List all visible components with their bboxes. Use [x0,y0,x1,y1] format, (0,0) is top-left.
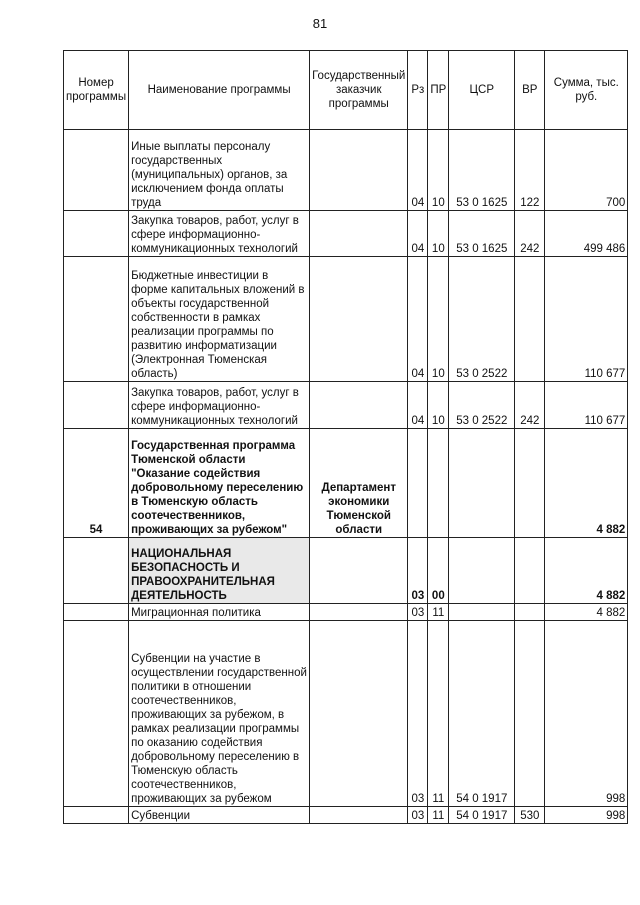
table-row [64,382,628,429]
sum-value: 700 [545,130,628,211]
vr-code: 242 [515,382,545,429]
program-customer [310,211,408,257]
csr-code: 53 0 1625 [449,130,515,211]
vr-code: 530 [515,807,545,824]
table-row [64,604,628,621]
program-name: Закупка товаров, работ, услуг в сфере информационно-коммуникационных технологий [129,382,310,429]
sum-value: 4 882 [545,538,628,604]
pr-code: 10 [428,130,449,211]
rz-code: 03 [408,538,428,604]
header-rz: Рз [408,51,428,130]
rz-code: 03 [408,621,428,807]
program-customer [310,130,408,211]
program-number [64,807,129,824]
program-number [64,538,129,604]
rz-code: 04 [408,130,428,211]
sum-value: 110 677 [545,382,628,429]
program-name: Государственная программа Тюменской области "Оказание содействия добровольному переселению в Тюменскую область соотечественников, проживающих за рубежом" [129,429,310,538]
table-row [64,429,628,538]
vr-code [515,621,545,807]
sum-value: 499 486 [545,211,628,257]
program-name: Иные выплаты персоналу государственных (муниципальных) органов, за исключением фонда оплаты труда [129,130,310,211]
program-name: Субвенции [129,807,310,824]
pr-code: 10 [428,211,449,257]
vr-code: 122 [515,130,545,211]
program-number [64,382,129,429]
vr-code: 242 [515,211,545,257]
rz-code: 04 [408,257,428,382]
csr-code [449,429,515,538]
sum-value: 998 [545,621,628,807]
header-pr: ПР [428,51,449,130]
vr-code [515,538,545,604]
csr-code: 53 0 2522 [449,382,515,429]
rz-code: 03 [408,807,428,824]
pr-code [428,429,449,538]
pr-code: 11 [428,807,449,824]
pr-code: 00 [428,538,449,604]
program-name: НАЦИОНАЛЬНАЯ БЕЗОПАСНОСТЬ И ПРАВООХРАНИТЕЛЬНАЯ ДЕЯТЕЛЬНОСТЬ [129,538,310,604]
sum-value: 998 [545,807,628,824]
vr-code [515,257,545,382]
sum-value: 110 677 [545,257,628,382]
program-customer: Департамент экономики Тюменской области [310,429,408,538]
rz-code: 03 [408,604,428,621]
table-row [64,130,628,211]
csr-code: 53 0 1625 [449,211,515,257]
header-program-number: Номер программы [64,51,129,130]
csr-code: 54 0 1917 [449,807,515,824]
program-name: Миграционная политика [129,604,310,621]
header-row [64,51,628,130]
table-row [64,538,628,604]
program-number [64,621,129,807]
program-number [64,130,129,211]
csr-code: 53 0 2522 [449,257,515,382]
program-number [64,257,129,382]
vr-code [515,604,545,621]
program-name: Бюджетные инвестиции в форме капитальных вложений в объекты государственной собственности в рамках реализации программы по развитию информатизации (Электронная Тюменская область) [129,257,310,382]
program-customer [310,382,408,429]
program-customer [310,621,408,807]
pr-code: 11 [428,621,449,807]
program-number [64,604,129,621]
program-customer [310,538,408,604]
program-name: Субвенции на участие в осуществлении государственной политики в отношении соотечественников, проживающих за рубежом, в рамках реализации программы по оказанию содействия добровольному переселению в Тюменскую область соотечественников, проживающих за рубежом [129,621,310,807]
rz-code: 04 [408,211,428,257]
table-row [64,211,628,257]
table-row [64,257,628,382]
header-vr: ВР [515,51,545,130]
program-name: Закупка товаров, работ, услуг в сфере информационно-коммуникационных технологий [129,211,310,257]
program-number: 54 [64,429,129,538]
program-customer [310,604,408,621]
pr-code: 10 [428,382,449,429]
budget-table [63,50,628,824]
page-number: 81 [312,16,328,31]
vr-code [515,429,545,538]
pr-code: 10 [428,257,449,382]
header-sum: Сумма, тыс. руб. [545,51,628,130]
rz-code [408,429,428,538]
sum-value: 4 882 [545,429,628,538]
sum-value: 4 882 [545,604,628,621]
program-customer [310,257,408,382]
table-row [64,807,628,824]
header-program-name: Наименование программы [129,51,310,130]
program-customer [310,807,408,824]
header-csr: ЦСР [449,51,515,130]
pr-code: 11 [428,604,449,621]
csr-code: 54 0 1917 [449,621,515,807]
program-number [64,211,129,257]
rz-code: 04 [408,382,428,429]
table-row [64,621,628,807]
csr-code [449,538,515,604]
csr-code [449,604,515,621]
header-customer: Государственный заказчик программы [310,51,408,130]
